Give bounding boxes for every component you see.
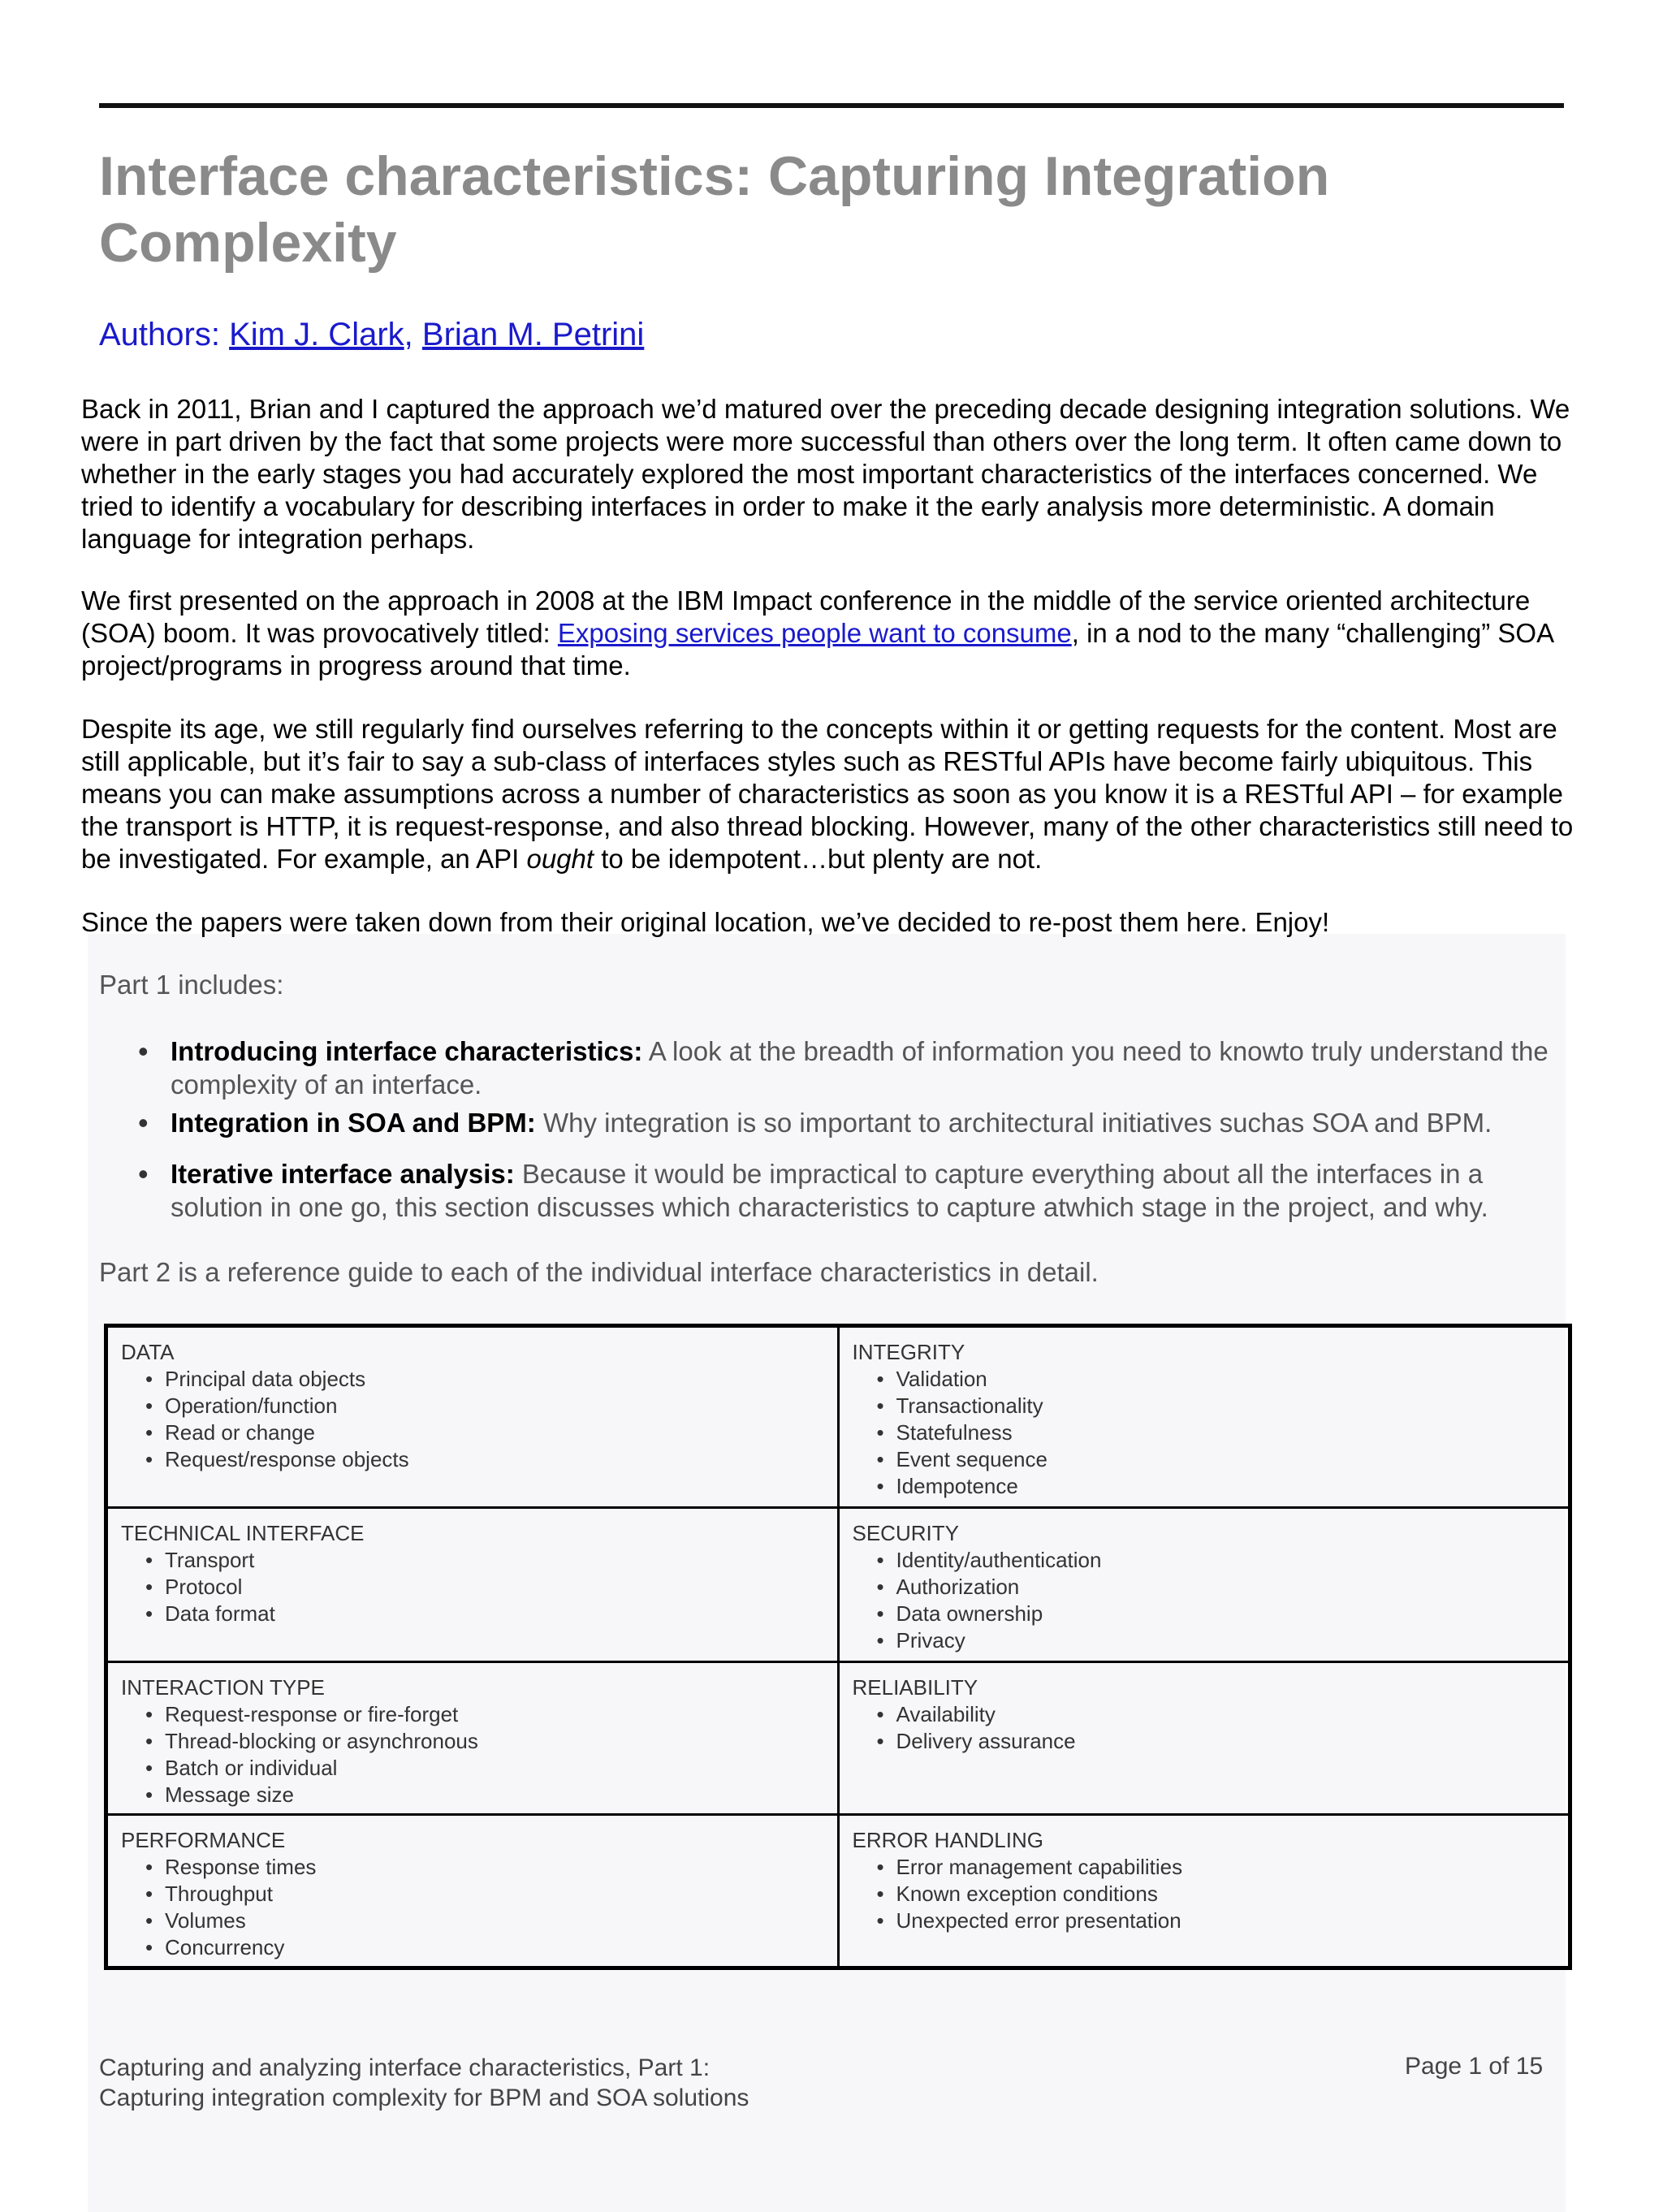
footer-line-2: Capturing integration complexity for BPM and SOA solutions [99,2085,749,2111]
cell-item: • Known exception conditions [877,1881,1556,1907]
cell-item: • Request/response objects [145,1446,824,1473]
list-item [138,1035,1567,1101]
cell-heading: RELIABILITY [852,1675,978,1700]
bullet-icon: • [138,1157,149,1190]
cell-item: • Volumes [145,1907,824,1934]
cell-item: • Batch or individual [145,1755,824,1782]
cell-item: • Message size [145,1782,824,1808]
list-item-title: Introducing interface characteristics: [171,1036,643,1066]
list-item-title: Integration in SOA and BPM: [171,1108,536,1138]
cell-heading: TECHNICAL INTERFACE [121,1521,365,1545]
cell-item: • Concurrency [145,1934,824,1961]
cell-item: • Identity/authentication [877,1547,1556,1574]
paragraph-presentation-before: We first presented on the approach in 2008 at the IBM Impact conference in the middle of the service oriented architecture (SOA) boom. It was provocatively titled: [81,585,1531,648]
list-item-title: Iterative interface analysis: [171,1159,515,1189]
page-title: Interface characteristics: Capturing Integration Complexity [99,145,1330,274]
page-number: Page 1 of 15 [1405,2053,1544,2080]
cell-item: • Statefulness [877,1419,1556,1446]
cell-item: • Unexpected error presentation [877,1907,1556,1934]
authors-separator: , [404,317,422,352]
cell-item: • Thread-blocking or asynchronous [145,1728,824,1755]
cell-list [853,1854,1556,1934]
characteristics-table [104,1324,1572,1970]
cell-item: • Transport [145,1547,824,1574]
cell-item: • Delivery assurance [877,1728,1556,1755]
cell-item: • Data ownership [877,1601,1556,1627]
exposing-services-link[interactable]: Exposing services people want to consume [557,618,1072,648]
cell-item: • Request-response or fire-forget [145,1701,824,1728]
part1-list [138,1035,1567,1224]
authors-label: Authors: [99,317,230,352]
table-row [106,1815,1570,1968]
part2-text: Part 2 is a reference guide to each of the individual interface characteristics in detail. [99,1257,1099,1287]
footer-doc-title [99,2053,749,2113]
cell-integrity [838,1326,1570,1508]
paragraph-applicability-after: to be idempotent…but plenty are not. [594,844,1043,874]
table-row [106,1662,1570,1815]
cell-heading: SECURITY [852,1521,959,1545]
paragraph-presentation [81,585,1592,682]
part1-intro: Part 1 includes: [99,970,284,1000]
paragraph-applicability-emphasis: ought [526,844,594,874]
list-item-text: Why integration is so important to architectural initiatives suchas SOA and BPM. [535,1108,1492,1138]
author-link-brian-petrini[interactable]: Brian M. Petrini [421,317,645,352]
footer-line-1: Capturing and analyzing interface characteristics, Part 1: [99,2054,711,2081]
cell-error-handling [838,1815,1570,1968]
cell-security [838,1508,1570,1662]
cell-interaction-type [106,1662,839,1815]
cell-item: • Read or change [145,1419,824,1446]
cell-list [121,1366,824,1473]
cell-item: • Response times [145,1854,824,1881]
table-row [106,1326,1570,1508]
cell-reliability [838,1662,1570,1815]
cell-item: • Error management capabilities [877,1854,1556,1881]
bullet-icon: • [138,1106,149,1139]
list-item-text: A look at the breadth of information you need to knowto truly understand the complexity of an interface. [171,1036,1549,1100]
paragraph-presentation-after: , in a nod to the many “challenging” SOA project/programs in progress around that time. [81,618,1553,680]
authors-line [99,317,644,353]
list-item [138,1106,1567,1139]
paragraph-background: Back in 2011, Brian and I captured the approach we’d matured over the preceding decade designing integration solutions. We were in part driven by the fact that some projects were more successful than others over the long term. It often came down to whether in the early stages you had accurately explored the most important characteristics of the interfaces concerned. We tried to identify a vocabulary for describing interfaces in order to make it the early analysis more deterministic. A domain language for integration perhaps. [81,394,1570,554]
cell-item: • Operation/function [145,1393,824,1419]
cell-item: • Data format [145,1601,824,1627]
paragraph-repost: Since the papers were taken down from their original location, we’ve decided to re-post them here. Enjoy! [81,907,1330,937]
cell-technical-interface [106,1508,839,1662]
paragraph-applicability [81,713,1592,875]
cell-item: • Transactionality [877,1393,1556,1419]
bullet-icon: • [138,1035,149,1068]
cell-data [106,1326,839,1508]
header-rule [99,103,1564,108]
cell-item: • Throughput [145,1881,824,1907]
list-item-text: Because it would be impractical to capture everything about all the interfaces in a solution in one go, this section discusses which characteristics to capture atwhich stage in the project, and why. [171,1159,1488,1222]
author-link-kim-clark[interactable]: Kim J. Clark [229,317,404,352]
cell-list [121,1854,824,1961]
cell-list [853,1366,1556,1500]
cell-item: • Availability [877,1701,1556,1728]
cell-heading: INTEGRITY [852,1340,965,1364]
cell-list [121,1547,824,1627]
cell-item: • Validation [877,1366,1556,1393]
cell-heading: INTERACTION TYPE [121,1675,325,1700]
cell-performance [106,1815,839,1968]
cell-item: • Authorization [877,1574,1556,1601]
table-row [106,1508,1570,1662]
cell-item: • Idempotence [877,1473,1556,1500]
cell-list [121,1701,824,1808]
list-item [138,1157,1567,1224]
cell-item: • Privacy [877,1627,1556,1654]
cell-heading: ERROR HANDLING [852,1828,1043,1852]
cell-heading: DATA [121,1340,175,1364]
cell-item: • Protocol [145,1574,824,1601]
paragraph-applicability-before: Despite its age, we still regularly find ourselves referring to the concepts within it or getting requests for the content. Most are still applicable, but it’s fair to say a sub-class of interfaces styles such as RESTful APIs have become fairly ubiquitous. This means you can make assumptions across a number of characteristics as soon as you know it is a RESTful API – for example the transport is HTTP, it is request-response, and also thread blocking. However, many of the other characteristics still need to be investigated. For example, an API [81,714,1574,874]
cell-heading: PERFORMANCE [121,1828,286,1852]
cell-list [853,1701,1556,1755]
cell-item: • Event sequence [877,1446,1556,1473]
cell-list [853,1547,1556,1654]
cell-item: • Principal data objects [145,1366,824,1393]
